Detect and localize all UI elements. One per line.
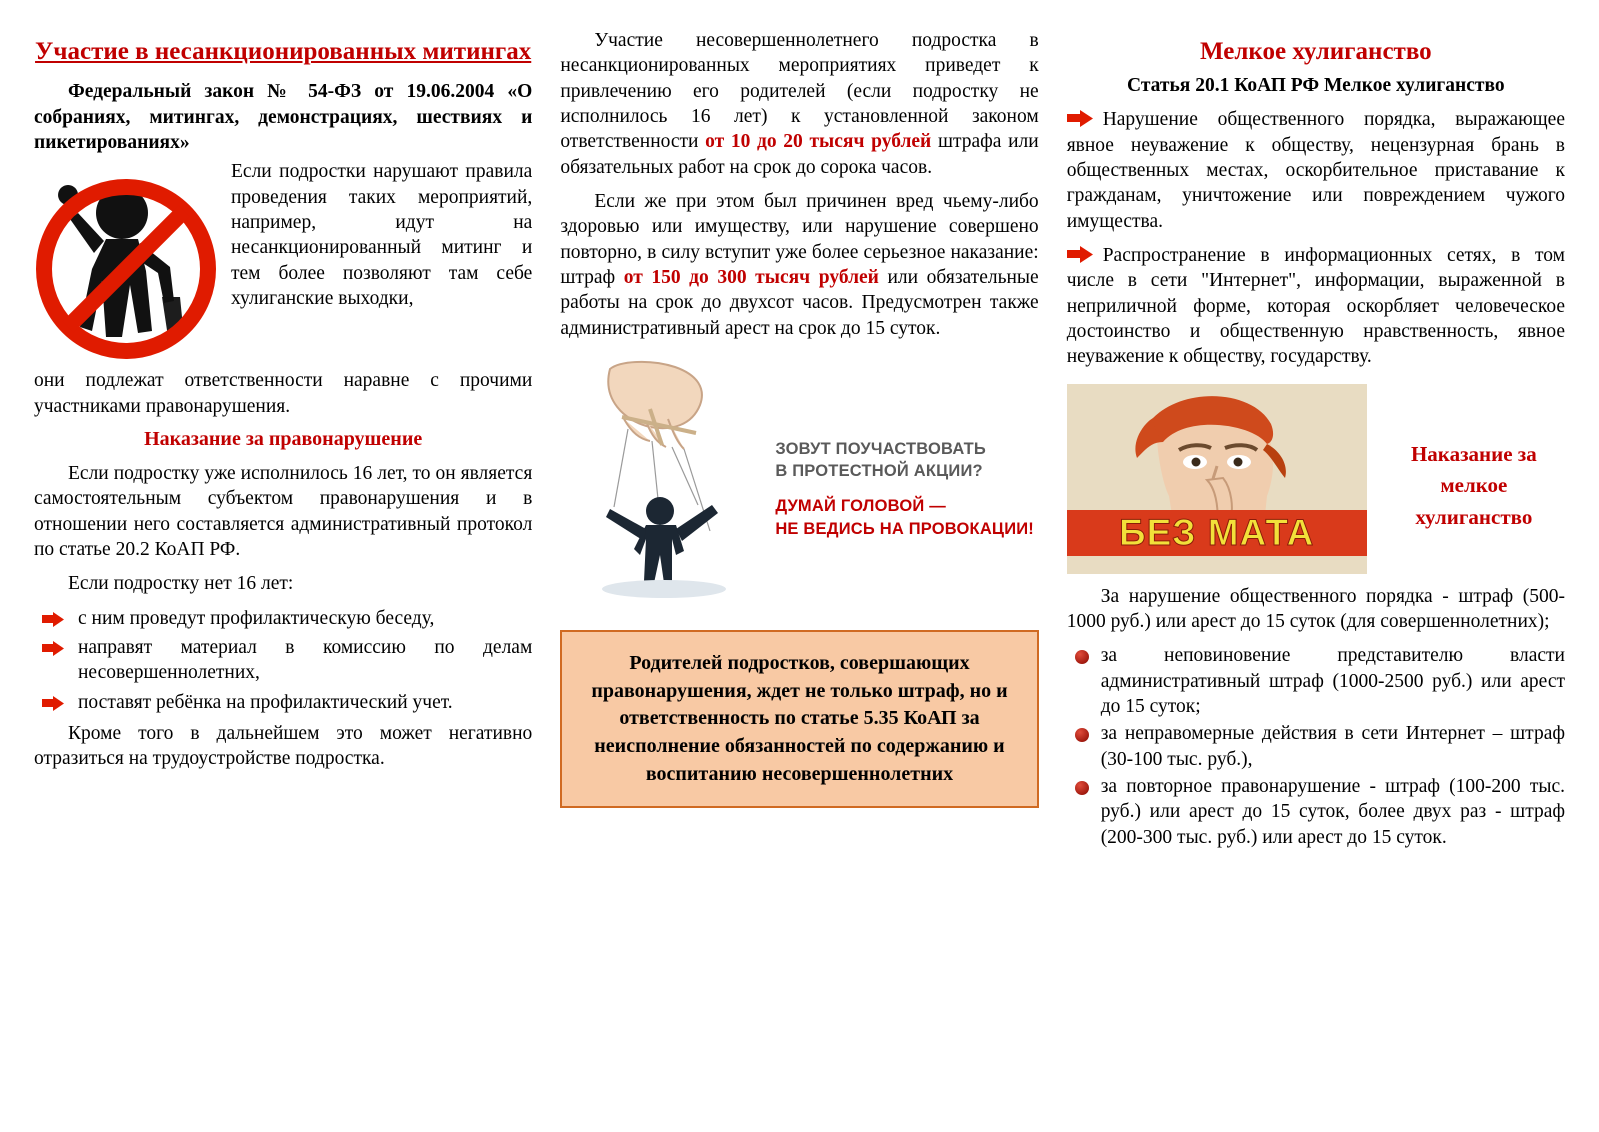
caption-line-1: ЗОВУТ ПОУЧАСТВОВАТЬ [775, 440, 986, 459]
paragraph-punishment-main: За нарушение общественного порядка - штраф (500-1000 руб.) или арест до 15 суток (для совершеннолетних); [1066, 585, 1565, 633]
list-item-label: за неповиновение представителю власти административный штраф (1000-2500 руб.) или арест до 15 суток; [1100, 645, 1565, 718]
red-arrow-icon [42, 641, 64, 656]
punishment-title: Наказание за мелкое хулиганство [1410, 441, 1537, 529]
fine-amount-2: от 150 до 300 тысяч рублей [623, 267, 879, 289]
list-item [1067, 774, 1565, 850]
puppet-caption [775, 439, 1035, 541]
red-arrow-icon [1067, 245, 1093, 262]
poster-banner-text: БЕЗ МАТА [1118, 511, 1315, 553]
callout-box [560, 630, 1038, 808]
list-item-label: направят материал в комиссию по делам несовершеннолетних, [78, 637, 533, 684]
paragraph-parents-liability [560, 28, 1038, 180]
punishment-list [1067, 643, 1565, 850]
column-right [1067, 28, 1565, 1122]
list-item-label: за неправомерные действия в сети Интернет – штраф (30-100 тыс. руб.), [1100, 723, 1565, 770]
no-protest-icon [34, 161, 219, 366]
punishment-heading: Наказание за правонарушение [144, 427, 423, 450]
list-item-label: за повторное правонарушение - штраф (100-200 тыс. руб.) или арест до 15 суток, более двух раз - штраф (200-300 тыс. руб.) или арест до 15 суток. [1100, 776, 1565, 848]
red-bullet-icon [1075, 728, 1089, 742]
text-part-a: Участие несовершеннолетнего подростка в несанкционированных мероприятиях приведет к привлечению его родителей (если подростку не исполнилось 16 лет) к установленной законом ответственности [560, 30, 1039, 153]
column-left [34, 28, 532, 1122]
caption-line-3: ДУМАЙ ГОЛОВОЙ — [775, 497, 946, 515]
text-part-a: Если же при этом был причинен вред чьему-либо здоровью или имуществу, или нарушение совершено повторно, в силу вступит уже более серьезное наказание: штраф [560, 191, 1039, 289]
red-bullet-icon [1075, 781, 1089, 795]
fine-amount-1: от 10 до 20 тысяч рублей [705, 131, 932, 153]
paragraph-under-16: Если подростку нет 16 лет: [68, 573, 294, 595]
paragraph-consequences: Кроме того в дальнейшем это может негативно отразиться на трудоустройстве подростка. [34, 723, 533, 770]
paragraph-text: Распространение в информационных сетях, в том числе в сети "Интернет", информации, выраженной в неприличной форме, которая оскорбляет человеческое достоинство и общественную нравственность, явное неуважение к обществу, государству. [1066, 244, 1565, 368]
paragraph-age-16: Если подростку уже исполнилось 16 лет, то он является самостоятельным субъектом правонарушения и в отношении него составляется административный протокол по статье 20.2 КоАП РФ. [34, 462, 533, 560]
list-item [34, 690, 532, 715]
list-item [1067, 643, 1565, 719]
section-title-hooliganism: Мелкое хулиганство [1200, 38, 1432, 65]
paragraph-order-violation [1067, 107, 1565, 234]
poster-row [1067, 384, 1565, 574]
list-item-label: с ним проведут профилактическую беседу, [78, 607, 435, 629]
list-item-label: поставят ребёнка на профилактический учет. [78, 691, 453, 713]
callout-text: Родителей подростков, совершающих правонарушения, ждет не только штраф, но и ответственность по статье 5.35 КоАП за неисполнение обязанностей по содержанию и воспитанию несовершеннолетних [591, 652, 1008, 785]
no-swearing-poster [1067, 384, 1367, 574]
puppet-poster [560, 359, 1038, 604]
caption-line-4: НЕ ВЕДИСЬ НА ПРОВОКАЦИИ! [775, 520, 1035, 539]
text-part-b: или обязательные работы на срок до двухсот часов. Предусмотрен также административный арест на срок до 15 суток. [560, 267, 1039, 339]
list-item [34, 606, 532, 631]
red-arrow-icon [42, 612, 64, 627]
article-reference: Статья 20.1 КоАП РФ Мелкое хулиганство [1127, 75, 1505, 97]
puppet-illustration [580, 359, 770, 604]
paragraph-text: Нарушение общественного порядка, выражающее явное неуважение к обществу, нецензурная брань в общественных местах, оскорбительное приставание к гражданам, уничтожение или повреждением чужого имущества. [1066, 109, 1565, 232]
list-item [34, 635, 532, 686]
list-item [1067, 721, 1565, 772]
text-part-b: штрафа или обязательных работ на срок до сорока часов. [560, 131, 1039, 178]
law-reference: Федеральный закон № 54-ФЗ от 19.06.2004 «О собраниях, митингах, демонстрациях, шествиях и пикетированиях» [34, 81, 533, 153]
intro-wrapped-text: Если подростки нарушают правила проведения таких мероприятий, например, идут на несанкционированный митинг и тем более позволяют там себе хулиганские выходки, [231, 161, 533, 309]
paragraph-internet-spread [1067, 243, 1565, 370]
poster-banner [1067, 510, 1367, 556]
intro-tail-text: они подлежат ответственности наравне с прочими участниками правонарушения. [34, 370, 533, 417]
page-title: Участие в несанкционированных митингах [35, 38, 532, 65]
red-bullet-icon [1075, 650, 1089, 664]
caption-line-2: В ПРОТЕСТНОЙ АКЦИИ? [775, 461, 983, 480]
column-center [560, 28, 1038, 1122]
red-arrow-icon [42, 696, 64, 711]
paragraph-aggravated [560, 189, 1038, 341]
measures-list [34, 606, 532, 715]
red-arrow-icon [1067, 109, 1093, 126]
